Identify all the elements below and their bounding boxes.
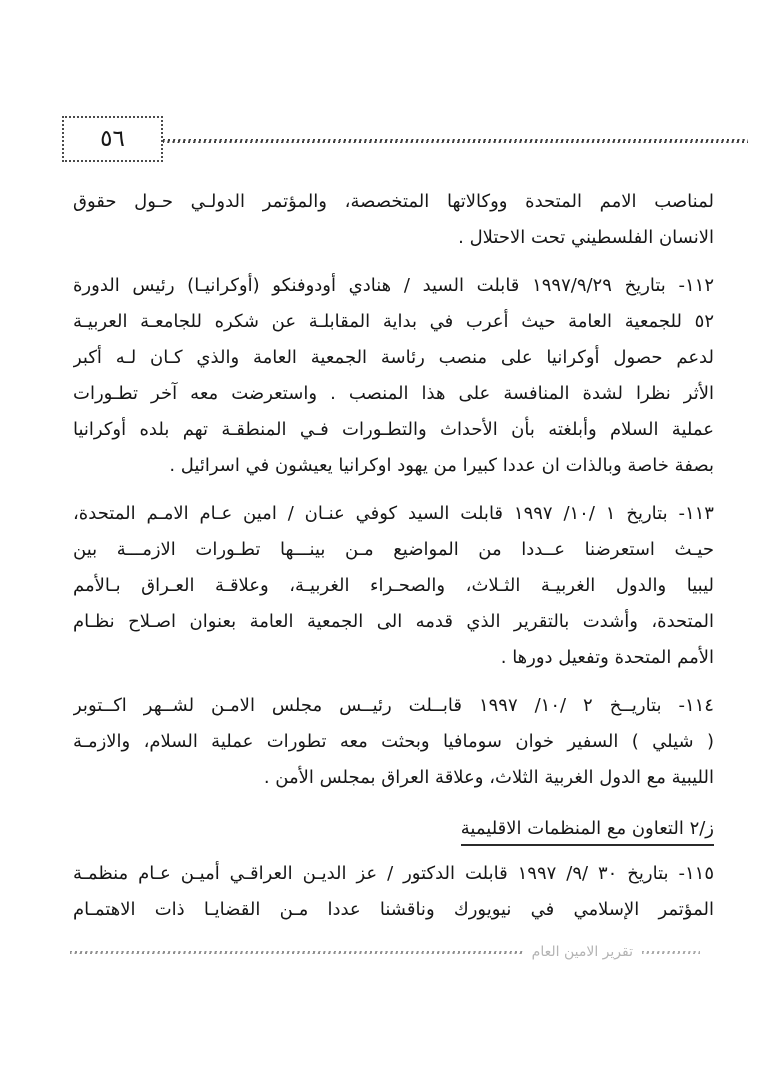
page-footer [70,944,700,960]
text-line: الانسان الفلسطيني تحت الاحتلال . [458,227,714,248]
text-line: ١١٤- بتاريــخ ٢ /١٠/ ١٩٩٧ قابــلت رئيــس مجلس الامـن لشــهر اكــتوبر [73,695,714,716]
text-line: ٥٢ للجمعية العامة حيث أعرب في بداية المقابلـة عن شكره للجامعـة العربيـة [73,311,714,332]
text-line: ١١٢- بتاريخ ١٩٩٧/٩/٢٩ قابلت السيد / هنادي أودوفنكو (أوكرانيـا) رئيس الدورة [73,275,714,296]
footer-rule [70,951,523,954]
paragraph-intro-continuation [73,184,714,256]
footer-watermark: تقرير الامين العام [531,944,633,960]
text-line: الأثر نظرا لشدة المنافسة على هذا المنصب . واستعرضت معه آخر تطـورات [73,383,714,404]
text-line: ( شيلي ) السفير خوان سومافيا وبحثت معه تطورات عملية السلام، والازمـة [73,731,714,752]
text-line: لمناصب الامم المتحدة ووكالاتها المتخصصة، والمؤتمر الدولـي حـول حقوق [73,191,714,212]
text-line: المؤتمر الإسلامي في نيويورك وناقشنا عددا مـن القضايـا ذات الاهتمـام [73,899,714,920]
text-line: الأمم المتحدة وتفعيل دورها . [500,647,714,668]
page-number-box [62,116,163,162]
paragraph-112 [73,268,714,484]
section-heading-text: ز/٢ التعاون مع المنظمات الاقليمية [461,818,714,846]
footer-rule-short [642,951,700,954]
page-number: ٥٦ [100,126,125,152]
document-body [73,184,714,928]
section-heading [73,812,714,852]
text-line: الليبية مع الدول الغربية الثلاث، وعلاقة العراق بمجلس الأمن . [263,767,714,788]
text-line: بصفة خاصة وبالذات ان عددا كبيرا من يهود اوكرانيا يعيشون في اسرائيل . [169,455,714,476]
paragraph-114 [73,688,714,796]
text-line: عملية السلام وأبلغته بأن الأحداث والتطـورات فـي المنطقـة تهم بلده أوكرانيا [73,419,714,440]
text-line: حيـث استعرضنا عــددا من المواضيع مـن بينـــها تطـورات الازمـــة بين [73,539,714,560]
paragraph-115 [73,856,714,928]
text-line: ١١٣- بتاريخ ١ /١٠/ ١٩٩٧ قابلت السيد كوفي عنـان / امين عـام الامـم المتحدة، [73,503,714,524]
header-rule [163,139,748,143]
text-line: المتحدة، وأشدت بالتقرير الذي قدمه الى الجمعية العامة بعنوان اصـلاح نظـام [73,611,714,632]
text-line: لدعم حصول أوكرانيا على منصب رئاسة الجمعية العامة والذي كـان لـه أكبر [73,347,714,368]
paragraph-113 [73,496,714,676]
text-line: ليبيا والدول الغربيـة الثـلاث، والصحـراء الغربيـة، وعلاقـة العـراق بـالأمم [73,575,714,596]
text-line: ١١٥- بتاريخ ٣٠ /٩/ ١٩٩٧ قابلت الدكتور / عز الديـن العراقـي أميـن عـام منظمـة [73,863,714,884]
